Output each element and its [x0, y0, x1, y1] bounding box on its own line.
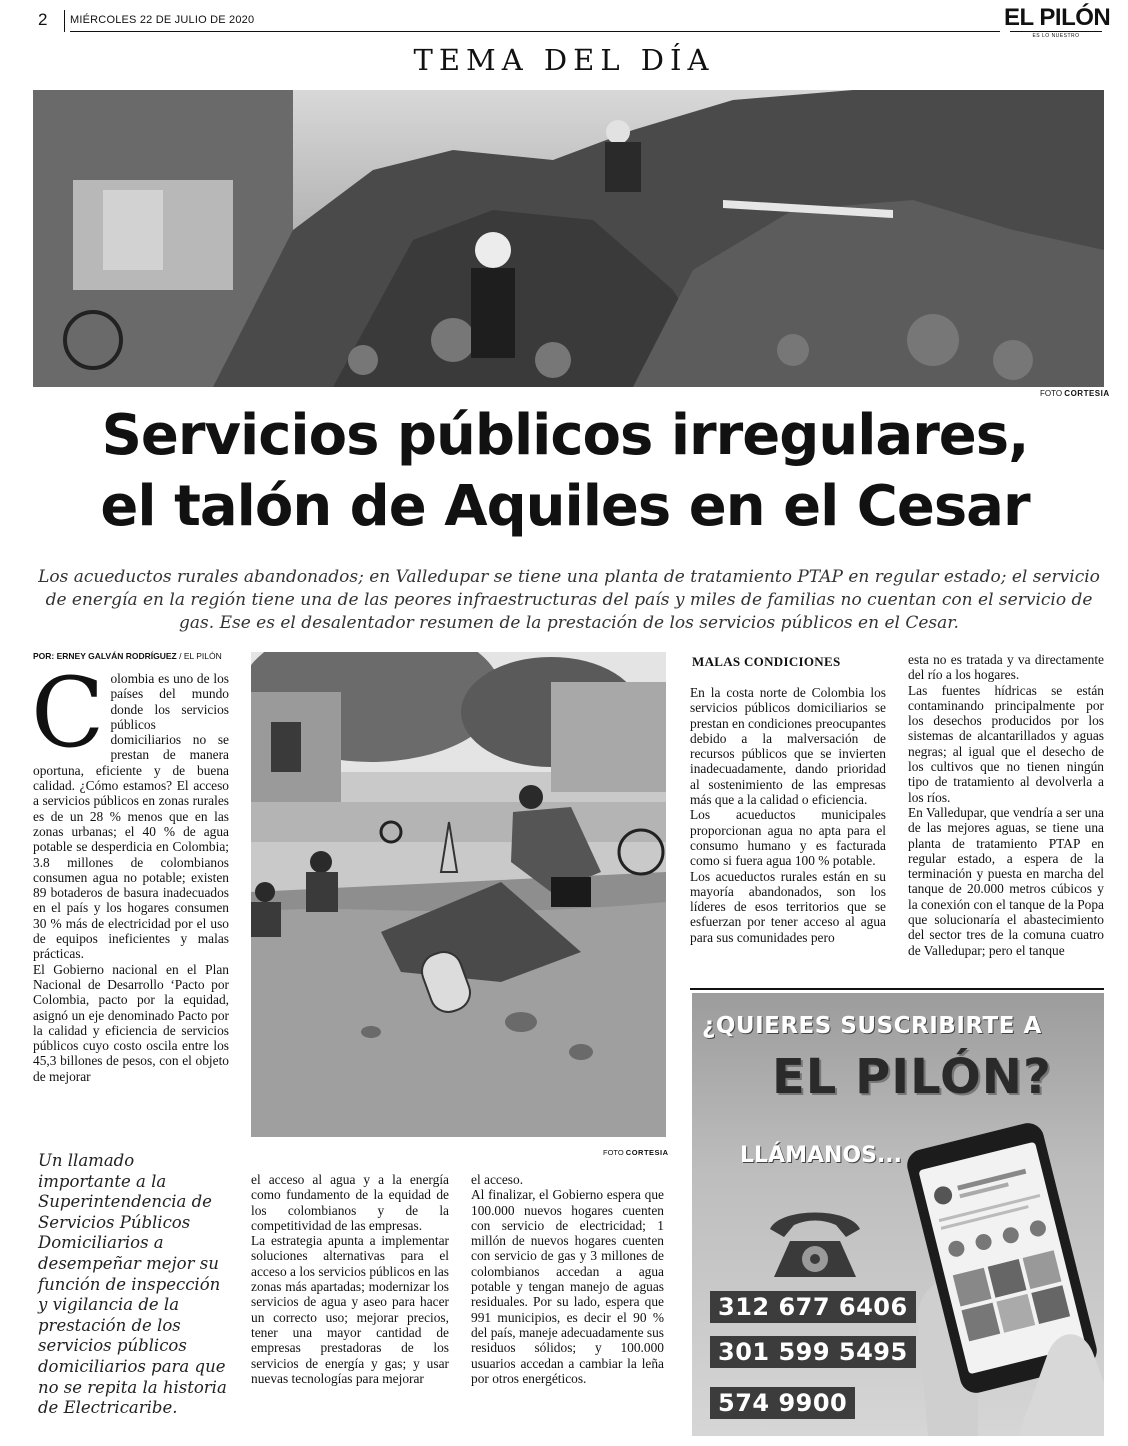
article-column-4: [690, 685, 886, 945]
subheading-malas-condiciones: MALAS CONDICIONES: [692, 654, 841, 669]
article-column-2: [251, 1172, 449, 1386]
byline-outlet: / EL PILÓN: [176, 651, 222, 661]
ad-phone-number[interactable]: 574 9900: [710, 1387, 855, 1419]
article-deck: Los acueductos rurales abandonados; en Valledupar se tiene una planta de tratamiento PTAP en regular estado; el servicio de energía en la región tiene una de las peores infraestructuras del país y miles de familias no cuentan con el servicio de gas. Ese es el desalentador resumen de la prestación de los servicios públicos en el Cesar.: [38, 567, 1100, 633]
inner-photo-credit: [603, 1148, 669, 1157]
credit-source: CORTESIA: [1064, 389, 1110, 398]
flooded-street-photo-illustration: [251, 652, 666, 1137]
ad-phone-number[interactable]: 301 599 5495: [710, 1336, 916, 1368]
header-separator: [64, 10, 65, 32]
article-column-1: [31, 657, 229, 1084]
paragraph: El Gobierno nacional en el Plan Nacional de Desarrollo ‘Pacto por Colombia, pacto por la equidad, asignó un eje denominado Pacto por la calidad y eficiencia de servicios públicos cuyo costo oscila entre los 45,3 billones de pesos, con el objeto de mejorar: [33, 961, 229, 1084]
article-column-5: [908, 652, 1104, 958]
ad-headline: ¿QUIERES SUSCRIBIRTE A: [702, 1013, 1042, 1039]
credit-prefix: FOTO: [1040, 389, 1065, 398]
page-number: 2: [38, 10, 48, 29]
logo-tagline: ES LO NUESTRO: [1010, 31, 1102, 39]
paragraph: Al finalizar, el Gobierno espera que 100.000 nuevos hogares cuenten con servicio de electricidad; 1 millón de nuevos hogares cuenten con servicio de gas y 3 millones de colombianos accedan a agua potable y tengan manejo de aguas residuales. Por su lado, espera que 991 municipios, es decir el 90 % del país, maneje adecuadamente sus residuos sólidos; y 100.000 usuarios accedan a cambiar la leña por otros energéticos.: [471, 1187, 664, 1386]
publication-date: MIÉRCOLES 22 DE JULIO DE 2020: [70, 14, 255, 26]
ad-brand: EL PILÓN?: [772, 1049, 1052, 1105]
paragraph: Los acueductos municipales proporcionan agua no apta para el consumo humano y es facturada como si fuera agua 100 % potable.: [690, 807, 886, 869]
drop-cap: C: [31, 657, 105, 769]
paragraph: En Valledupar, que vendría a ser una de las mejores aguas, se tiene una planta de tratamiento PTAP en regular estado, a espera de la terminación y puesta en marcha del tanque de 20.000 metros cúbicos y la conexión con el tanque de la Popa que solucionaría el abastecimiento del sector tres de la comuna cuatro de Valledupar; pero el tanque: [908, 804, 1104, 958]
smartphone-in-hand-icon: [898, 1123, 1104, 1436]
section-title: TEMA DEL DÍA: [413, 43, 715, 77]
subscription-ad[interactable]: [692, 993, 1104, 1436]
column-divider-rule: [690, 988, 1104, 990]
newspaper-logo: EL PILÓN: [1004, 4, 1111, 31]
paragraph: olombia es uno de los países del mundo donde los servicios públicos domiciliarios no se prestan de manera oportuna, eficiente y de buena calidad. ¿Cómo estamos? El acceso a servicios públicos en zonas rurales es de un 28 % menos que en las zonas urbanas; el 40 % de agua potable se desperdicia en Colombia; 3.8 millones de colombianos consumen agua no potable; existen 89 botaderos de basura inadecuados en el país y los hogares consumen 30 % más de electricidad por el uso de equipos ineficientes y malas prácticas.: [33, 671, 229, 962]
paragraph: el acceso al agua y a la energía como fundamento de la equidad de los colombianos y de la competitividad de las empresas.: [251, 1172, 449, 1233]
header-rule: [70, 31, 1000, 32]
hero-photo: [33, 90, 1104, 387]
byline-author: POR: ERNEY GALVÁN RODRÍGUEZ: [33, 651, 177, 661]
telephone-icon: [760, 1201, 870, 1281]
paragraph: el acceso.: [471, 1172, 524, 1187]
ad-call-to-action: LLÁMANOS...: [740, 1143, 903, 1168]
paragraph: esta no es tratada y va directamente del río a los hogares.: [908, 652, 1104, 683]
article-column-3: [471, 1172, 664, 1386]
credit-prefix: FOTO: [603, 1148, 626, 1157]
paragraph: Los acueductos rurales están en su mayoría abandonados, son los líderes de esos territorios que se esfuerzan por tener acceso al agua para sus comunidades pero: [690, 868, 886, 945]
paragraph: Las fuentes hídricas se están contaminando principalmente por los desechos producidos por los sistemas de alcantarillados y aguas negras; al igual que el desecho de los cultivos que no tienen ningún tipo de tratamiento al devolverla a los ríos.: [908, 682, 1104, 805]
paragraph: La estrategia apunta a implementar soluciones alternativas para el acceso a los servicios públicos en las zonas más apartadas; modernizar los servicios de agua y aseo para hacer un correcto uso; mejorar precios, tener una mayor cantidad de empresas prestadoras de los servicios de energía y gas; y usar nuevas tecnologías para mejorar: [251, 1233, 449, 1386]
headline-line-1: Servicios públicos irregulares,: [101, 403, 1029, 468]
headline-line-2: el talón de Aquiles en el Cesar: [100, 474, 1030, 539]
pull-quote: Un llamado importante a la Superintendencia de Servicios Públicos Domiciliarios a desempeñar mejor su función de inspección y vigilancia de la prestación de los servicios públicos domiciliarios para que no se repita la historia de Electricaribe.: [38, 1151, 227, 1418]
paragraph: En la costa norte de Colombia los servicios públicos domiciliarios se prestan en condiciones preocupantes debido a la malversación de recursos públicos que se invierten inadecuadamente, dando prioridad al sostenimiento de las empresas más que a la calidad o eficiencia.: [690, 685, 886, 808]
headline: [30, 400, 1100, 542]
credit-source: CORTESIA: [625, 1148, 669, 1157]
ad-phone-number[interactable]: 312 677 6406: [710, 1291, 916, 1323]
hero-photo-credit: [1040, 389, 1110, 398]
inner-photo: [251, 652, 666, 1137]
excavation-photo-illustration: [33, 90, 1104, 387]
